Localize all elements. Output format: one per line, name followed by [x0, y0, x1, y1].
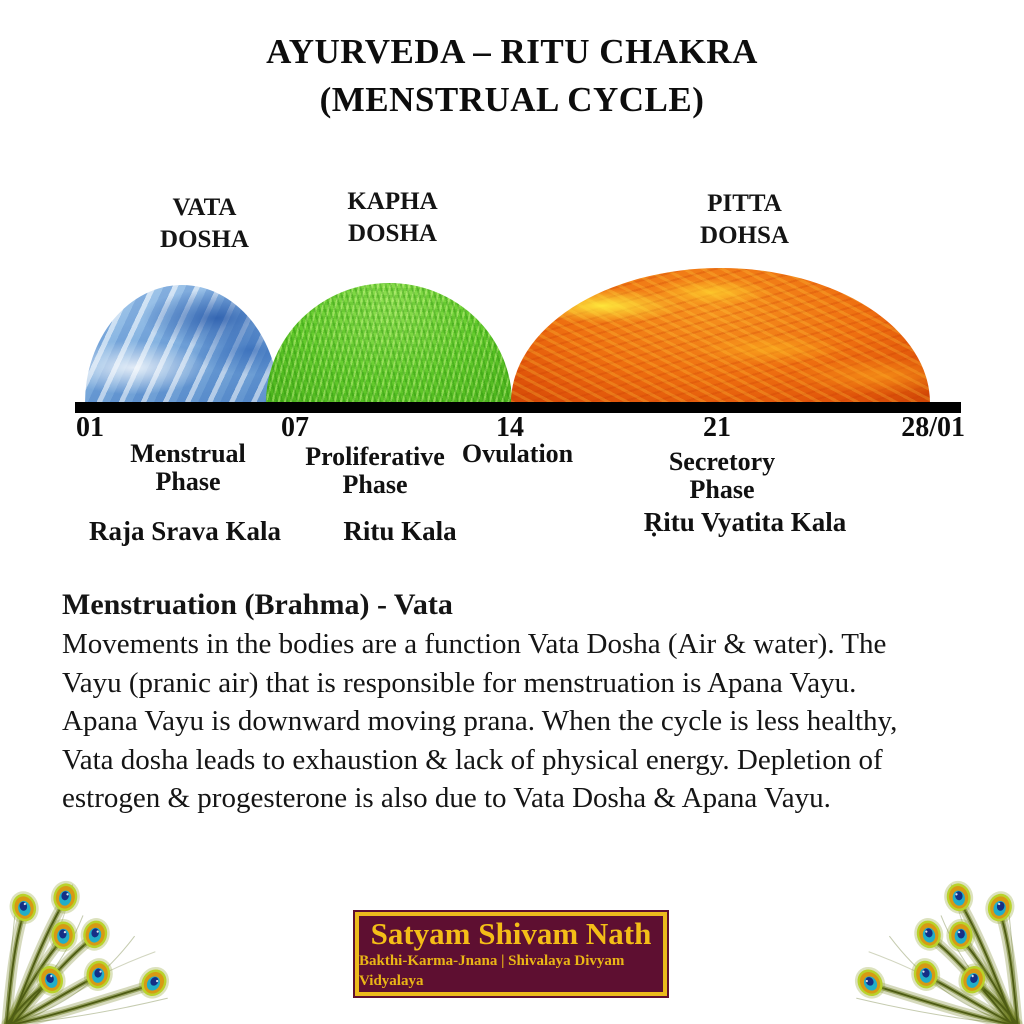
page-title-line2: (MENSTRUAL CYCLE) — [319, 80, 705, 119]
page-title — [0, 28, 1024, 124]
label-ritu-vyatita-kala: Ṛitu Vyatita Kala — [643, 507, 847, 537]
proliferative-line2: Phase — [342, 470, 408, 499]
brand-logo-subtitle: Bakthi-Karma-Jnana | Shivalaya Divyam Vidyalaya — [359, 953, 625, 989]
grass-dome-proliferative — [266, 283, 512, 403]
brand-logo-title: Satyam Shivam Nath — [370, 916, 652, 951]
fire-dome-secretory — [511, 268, 930, 403]
label-kapha-dosha — [310, 186, 475, 250]
ovulation-line1: Ovulation — [461, 439, 574, 468]
tick-day-01: 01 — [76, 412, 104, 443]
tick-day-21: 21 — [703, 412, 731, 443]
proliferative-line1: Proliferative — [305, 442, 445, 471]
body-paragraph: Movements in the bodies are a function Vata Dosha (Air & water). The Vayu (pranic air) that is responsible for menstruation is Apana Vayu. Apana Vayu is downward moving prana. When the cycle is less healthy, Vata dosha leads to exhaustion & lack of physical energy. Depletion of estrogen & progesterone is also due to Vata Dosha & Apana Vayu. — [62, 628, 898, 814]
vata-line1: VATA — [172, 194, 237, 221]
secretory-line1: Secretory — [668, 447, 776, 476]
body-heading: Menstruation (Brahma) - Vata — [62, 588, 453, 621]
body-text-block — [62, 585, 930, 818]
kapha-line2: DOSHA — [348, 220, 437, 247]
menstrual-line1: Menstrual — [130, 439, 246, 468]
label-secretory-phase — [632, 448, 812, 504]
label-pitta-dosha — [662, 188, 827, 252]
secretory-line2: Phase — [689, 475, 755, 504]
label-raja-srava-kala: Raja Srava Kala — [89, 516, 281, 546]
water-dome-menstrual — [85, 285, 279, 403]
page-title-line1: AYURVEDA – RITU CHAKRA — [266, 32, 758, 71]
tick-day-07: 07 — [281, 412, 309, 443]
menstrual-line2: Phase — [155, 467, 221, 496]
pitta-line2: DOHSA — [700, 222, 789, 249]
pitta-line1: PITTA — [707, 190, 782, 217]
label-vata-dosha — [122, 192, 287, 256]
brand-logo-plate — [355, 912, 667, 996]
label-menstrual-phase — [98, 440, 278, 496]
peacock-feather-icon — [848, 854, 1024, 1024]
label-ritu-kala: Ritu Kala — [343, 516, 457, 546]
vata-line2: DOSHA — [160, 226, 249, 253]
tick-day-28-01: 28/01 — [901, 412, 965, 443]
peacock-feather-icon — [0, 854, 176, 1024]
kapha-line1: KAPHA — [347, 188, 438, 215]
label-ovulation — [445, 440, 590, 468]
tick-day-14: 14 — [496, 412, 524, 443]
